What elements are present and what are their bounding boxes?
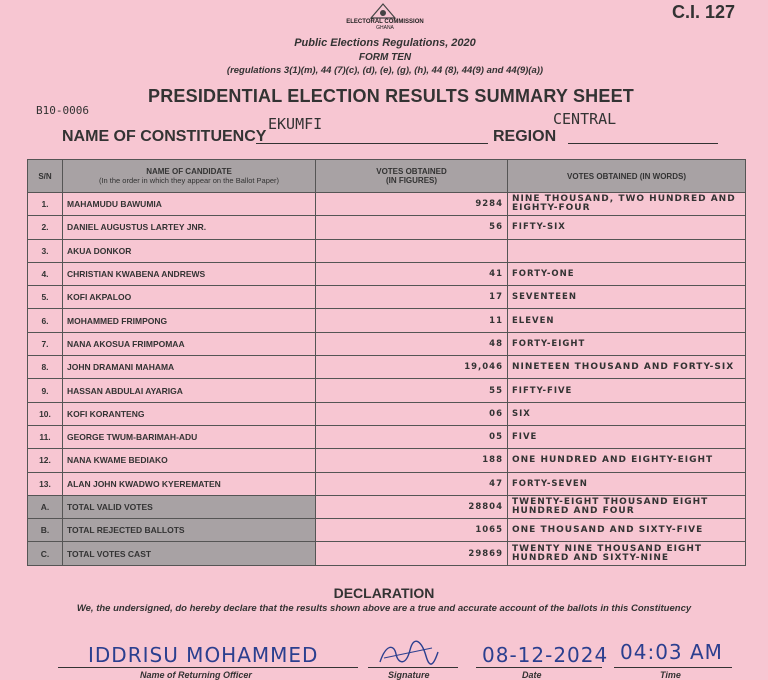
table-row bbox=[28, 193, 746, 216]
votes-figures: 188 bbox=[316, 449, 508, 472]
time-value: 04:03 AM bbox=[620, 640, 723, 664]
officer-caption: Name of Returning Officer bbox=[140, 670, 252, 680]
header-sn: S/N bbox=[28, 160, 63, 193]
date-caption: Date bbox=[522, 670, 542, 680]
date-line bbox=[476, 667, 602, 668]
row-sn: 7. bbox=[28, 332, 63, 355]
row-sn: 2. bbox=[28, 216, 63, 239]
votes-words bbox=[508, 239, 746, 262]
table-row bbox=[28, 472, 746, 495]
form-serial: B10-0006 bbox=[36, 104, 89, 117]
row-sn: 1. bbox=[28, 193, 63, 216]
total-label: TOTAL VALID VOTES bbox=[63, 495, 316, 518]
header-figures-sub: (IN FIGURES) bbox=[385, 176, 438, 185]
total-figures: 29869 bbox=[316, 542, 508, 565]
votes-words: NINE THOUSAND, TWO HUNDRED AND EIGHTY-FOUR bbox=[508, 193, 746, 216]
total-words: TWENTY-EIGHT THOUSAND EIGHT HUNDRED AND FOUR bbox=[508, 495, 746, 518]
candidate-name: NANA AKOSUA FRIMPOMAA bbox=[63, 332, 316, 355]
row-sn: 5. bbox=[28, 286, 63, 309]
votes-figures: 17 bbox=[316, 286, 508, 309]
row-sn: 9. bbox=[28, 379, 63, 402]
votes-figures bbox=[316, 239, 508, 262]
votes-words: SEVENTEEN bbox=[508, 286, 746, 309]
row-sn: B. bbox=[28, 519, 63, 542]
header-candidate bbox=[63, 160, 316, 193]
candidate-name: JOHN DRAMANI MAHAMA bbox=[63, 356, 316, 379]
table-row bbox=[28, 332, 746, 355]
candidate-name: ALAN JOHN KWADWO KYEREMATEN bbox=[63, 472, 316, 495]
header-figures-title: VOTES OBTAINED bbox=[376, 167, 447, 176]
results-table bbox=[27, 159, 746, 566]
table-row bbox=[28, 356, 746, 379]
total-row-cast bbox=[28, 542, 746, 565]
table-row bbox=[28, 379, 746, 402]
total-figures: 28804 bbox=[316, 495, 508, 518]
row-sn: C. bbox=[28, 542, 63, 565]
total-row-valid bbox=[28, 495, 746, 518]
votes-figures: 06 bbox=[316, 402, 508, 425]
row-sn: 4. bbox=[28, 262, 63, 285]
form-name: FORM TEN bbox=[358, 52, 412, 63]
constituency-value: EKUMFI bbox=[268, 115, 323, 133]
row-sn: 11. bbox=[28, 425, 63, 448]
table-row bbox=[28, 449, 746, 472]
time-line bbox=[614, 667, 732, 668]
votes-words: FIFTY-SIX bbox=[508, 216, 746, 239]
declaration-title: DECLARATION bbox=[333, 585, 435, 601]
page-title: PRESIDENTIAL ELECTION RESULTS SUMMARY SHEET bbox=[148, 86, 634, 106]
table-row bbox=[28, 262, 746, 285]
row-sn: 13. bbox=[28, 472, 63, 495]
votes-figures: 19,046 bbox=[316, 356, 508, 379]
votes-words: SIX bbox=[508, 402, 746, 425]
candidate-name: KOFI KORANTENG bbox=[63, 402, 316, 425]
votes-words: FORTY-EIGHT bbox=[508, 332, 746, 355]
row-sn: 8. bbox=[28, 356, 63, 379]
total-row-rejected bbox=[28, 519, 746, 542]
table-row bbox=[28, 402, 746, 425]
row-sn: A. bbox=[28, 495, 63, 518]
total-label: TOTAL REJECTED BALLOTS bbox=[63, 519, 316, 542]
votes-words: FIVE bbox=[508, 425, 746, 448]
table-row bbox=[28, 309, 746, 332]
region-line bbox=[568, 143, 718, 144]
votes-words: NINETEEN THOUSAND AND FORTY-SIX bbox=[508, 356, 746, 379]
votes-words: ELEVEN bbox=[508, 309, 746, 332]
table-row bbox=[28, 286, 746, 309]
regulations-list: (regulations 3(1)(m), 44 (7)(c), (d), (e), (g), (h), 44 (8), 44(9) and 44(9)(a)) bbox=[226, 65, 544, 76]
electoral-commission-logo-icon bbox=[369, 2, 397, 20]
commission-country: GHANA bbox=[376, 25, 394, 31]
total-figures: 1065 bbox=[316, 519, 508, 542]
header-figures bbox=[316, 160, 508, 193]
votes-figures: 56 bbox=[316, 216, 508, 239]
header-words: VOTES OBTAINED (IN WORDS) bbox=[508, 160, 746, 193]
votes-words: FORTY-ONE bbox=[508, 262, 746, 285]
candidate-name: MAHAMUDU BAWUMIA bbox=[63, 193, 316, 216]
region-label: REGION bbox=[493, 128, 557, 145]
total-label: TOTAL VOTES CAST bbox=[63, 542, 316, 565]
officer-line bbox=[58, 667, 358, 668]
candidate-name: MOHAMMED FRIMPONG bbox=[63, 309, 316, 332]
votes-figures: 48 bbox=[316, 332, 508, 355]
header-candidate-title: NAME OF CANDIDATE bbox=[146, 167, 232, 176]
votes-words: FIFTY-FIVE bbox=[508, 379, 746, 402]
commission-name: ELECTORAL COMMISSION bbox=[346, 19, 424, 25]
candidate-name: GEORGE TWUM-BARIMAH-ADU bbox=[63, 425, 316, 448]
header-candidate-sub: (In the order in which they appear on the Ballot Paper) bbox=[98, 176, 280, 185]
votes-figures: 11 bbox=[316, 309, 508, 332]
time-caption: Time bbox=[660, 670, 681, 680]
regulations-title: Public Elections Regulations, 2020 bbox=[294, 37, 476, 49]
candidate-name: DANIEL AUGUSTUS LARTEY JNR. bbox=[63, 216, 316, 239]
returning-officer-name: IDDRISU MOHAMMED bbox=[88, 643, 319, 667]
table-row bbox=[28, 425, 746, 448]
candidate-name: HASSAN ABDULAI AYARIGA bbox=[63, 379, 316, 402]
row-sn: 10. bbox=[28, 402, 63, 425]
signature-icon bbox=[376, 640, 440, 668]
total-words: TWENTY NINE THOUSAND EIGHT HUNDRED AND SIXTY-NINE bbox=[508, 542, 746, 565]
signature-line bbox=[368, 667, 458, 668]
ci-number: C.I. 127 bbox=[672, 2, 736, 22]
date-value: 08-12-2024 bbox=[482, 643, 609, 667]
row-sn: 6. bbox=[28, 309, 63, 332]
candidate-name: NANA KWAME BEDIAKO bbox=[63, 449, 316, 472]
votes-words: FORTY-SEVEN bbox=[508, 472, 746, 495]
votes-figures: 05 bbox=[316, 425, 508, 448]
constituency-line bbox=[256, 143, 488, 144]
candidate-name: CHRISTIAN KWABENA ANDREWS bbox=[63, 262, 316, 285]
total-words: ONE THOUSAND AND SIXTY-FIVE bbox=[508, 519, 746, 542]
votes-figures: 55 bbox=[316, 379, 508, 402]
region-value: CENTRAL bbox=[553, 110, 617, 128]
constituency-label: NAME OF CONSTITUENCY bbox=[62, 128, 267, 145]
row-sn: 3. bbox=[28, 239, 63, 262]
votes-words: ONE HUNDRED AND EIGHTY-EIGHT bbox=[508, 449, 746, 472]
votes-figures: 9284 bbox=[316, 193, 508, 216]
row-sn: 12. bbox=[28, 449, 63, 472]
candidate-name: KOFI AKPALOO bbox=[63, 286, 316, 309]
candidate-name: AKUA DONKOR bbox=[63, 239, 316, 262]
votes-figures: 41 bbox=[316, 262, 508, 285]
table-row bbox=[28, 216, 746, 239]
declaration-text: We, the undersigned, do hereby declare that the results shown above are a true and accurate account of the ballots in this Constituency bbox=[76, 603, 692, 614]
table-row bbox=[28, 239, 746, 262]
votes-figures: 47 bbox=[316, 472, 508, 495]
signature-caption: Signature bbox=[388, 670, 430, 680]
